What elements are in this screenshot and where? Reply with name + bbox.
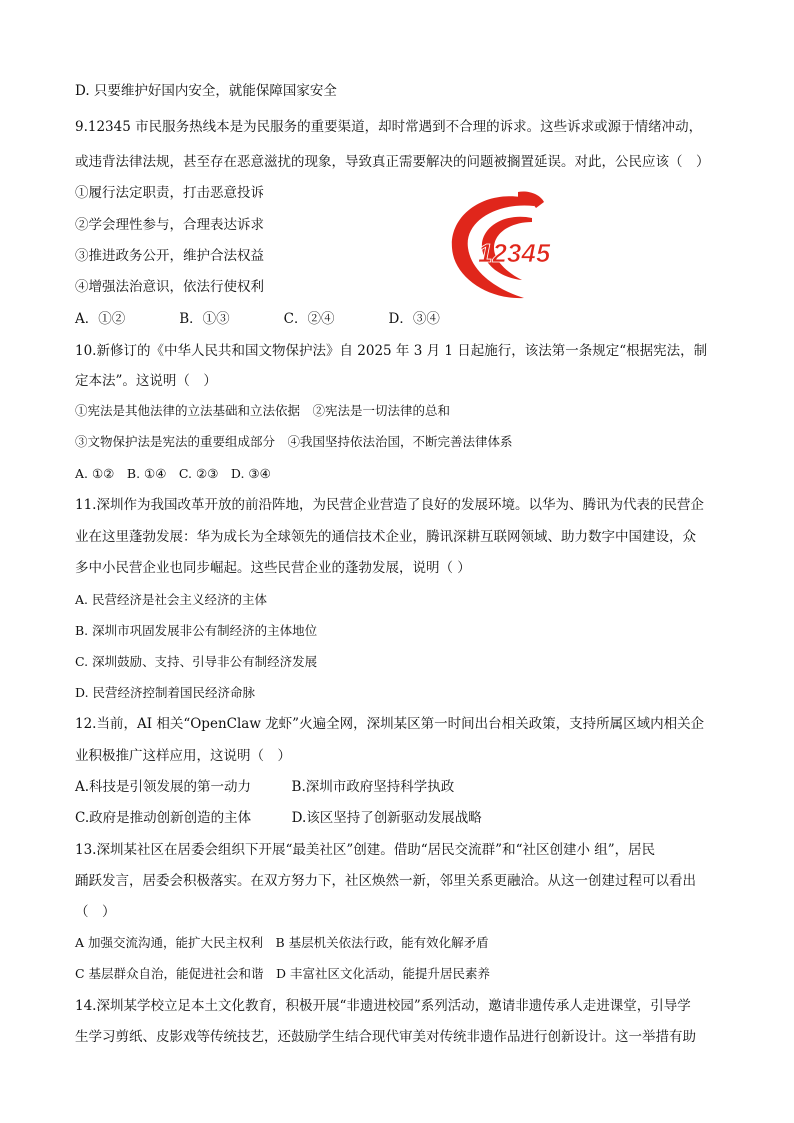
q9-item-2: ②学会理性参与，合理表达诉求	[75, 217, 264, 233]
q12-stem-line-1: 12.当前，AI 相关“OpenClaw 龙虾”火遍全网，深圳某区第一时间出台相关政策，支持所属区域内相关企	[75, 716, 705, 732]
q8-option-d: D. 只要维护好国内安全，就能保障国家安全	[75, 83, 337, 99]
q9-item-3: ③推进政务公开，维护合法权益	[75, 248, 264, 264]
q10-stem-line-1: 10.新修订的《中华人民共和国文物保护法》自 2025 年 3 月 1 日起施行，该法第一条规定“根据宪法，制	[75, 343, 708, 359]
q10-items-3-4: ③文物保护法是宪法的重要组成部分 ④我国坚持依法治国，不断完善法律体系	[75, 434, 513, 449]
q13-stem-line-1: 13.深圳某社区在居委会组织下开展“最美社区”创建。借助“居民交流群”和“社区创建小 组”，居民	[75, 842, 656, 858]
q9-item-4: ④增强法治意识，依法行使权利	[75, 279, 264, 295]
q12-options-cd: C.政府是推动创新创造的主体 D.该区坚持了创新驱动发展战略	[75, 810, 482, 826]
q11-option-a: A. 民营经济是社会主义经济的主体	[75, 592, 267, 607]
q12-stem-line-2: 业积极推广这样应用，这说明（ ）	[75, 748, 291, 764]
q11-option-c: C. 深圳鼓励、支持、引导非公有制经济发展	[75, 654, 318, 669]
q10-items-1-2: ①宪法是其他法律的立法基础和立法依据 ②宪法是一切法律的总和	[75, 403, 451, 418]
q13-options-ab: A 加强交流沟通，能扩大民主权利 B 基层机关依法行政，能有效化解矛盾	[75, 935, 489, 950]
q13-stem-line-3: （ ）	[75, 904, 116, 920]
q13-options-cd: C 基层群众自治，能促进社会和谐 D 丰富社区文化活动，能提升居民素养	[75, 966, 491, 981]
q9-options: A．①② B．①③ C．②④ D．③④	[75, 311, 440, 327]
q9-stem-line-1: 9.12345 市民服务热线本是为民服务的重要渠道，却时常遇到不合理的诉求。这些诉求或源于情绪冲动，	[75, 119, 703, 135]
q11-stem-line-1: 11.深圳作为我国改革开放的前沿阵地，为民营企业营造了良好的发展环境。以华为、腾讯为代表的民营企	[75, 497, 704, 513]
hotline-12345-logo	[444, 188, 574, 308]
q11-option-b: B. 深圳市巩固发展非公有制经济的主体地位	[75, 623, 318, 638]
q10-stem-line-2: 定本法”。这说明（ ）	[75, 373, 217, 389]
q13-stem-line-2: 踊跃发言，居委会积极落实。在双方努力下，社区焕然一新，邻里关系更融洽。从这一创建过程可以看出	[75, 873, 696, 889]
q10-options: A. ①② B. ①④ C. ②③ D. ③④	[75, 466, 271, 481]
q9-stem-line-2: 或违背法律法规，甚至存在恶意滋扰的现象，导致真正需要解决的问题被搁置延误。对此，公民应该（ ）	[75, 154, 710, 170]
q11-stem-line-2: 业在这里蓬勃发展：华为成长为全球领先的通信技术企业，腾讯深耕互联网领域、助力数字中国建设，众	[75, 529, 696, 545]
logo-number: 12345	[478, 238, 551, 268]
q9-item-1: ①履行法定职责，打击恶意投诉	[75, 185, 264, 201]
q14-stem-line-1: 14.深圳某学校立足本土文化教育，积极开展“非遗进校园”系列活动，邀请非遗传承人走进课堂，引导学	[75, 998, 691, 1014]
q11-option-d: D. 民营经济控制着国民经济命脉	[75, 685, 256, 700]
q11-stem-line-3: 多中小民营企业也同步崛起。这些民营企业的蓬勃发展，说明（ ）	[75, 560, 471, 576]
q14-stem-line-2: 生学习剪纸、皮影戏等传统技艺，还鼓励学生结合现代审美对传统非遗作品进行创新设计。这一举措有助	[75, 1029, 696, 1045]
q12-options-ab: A.科技是引领发展的第一动力 B.深圳市政府坚持科学执政	[75, 779, 455, 795]
